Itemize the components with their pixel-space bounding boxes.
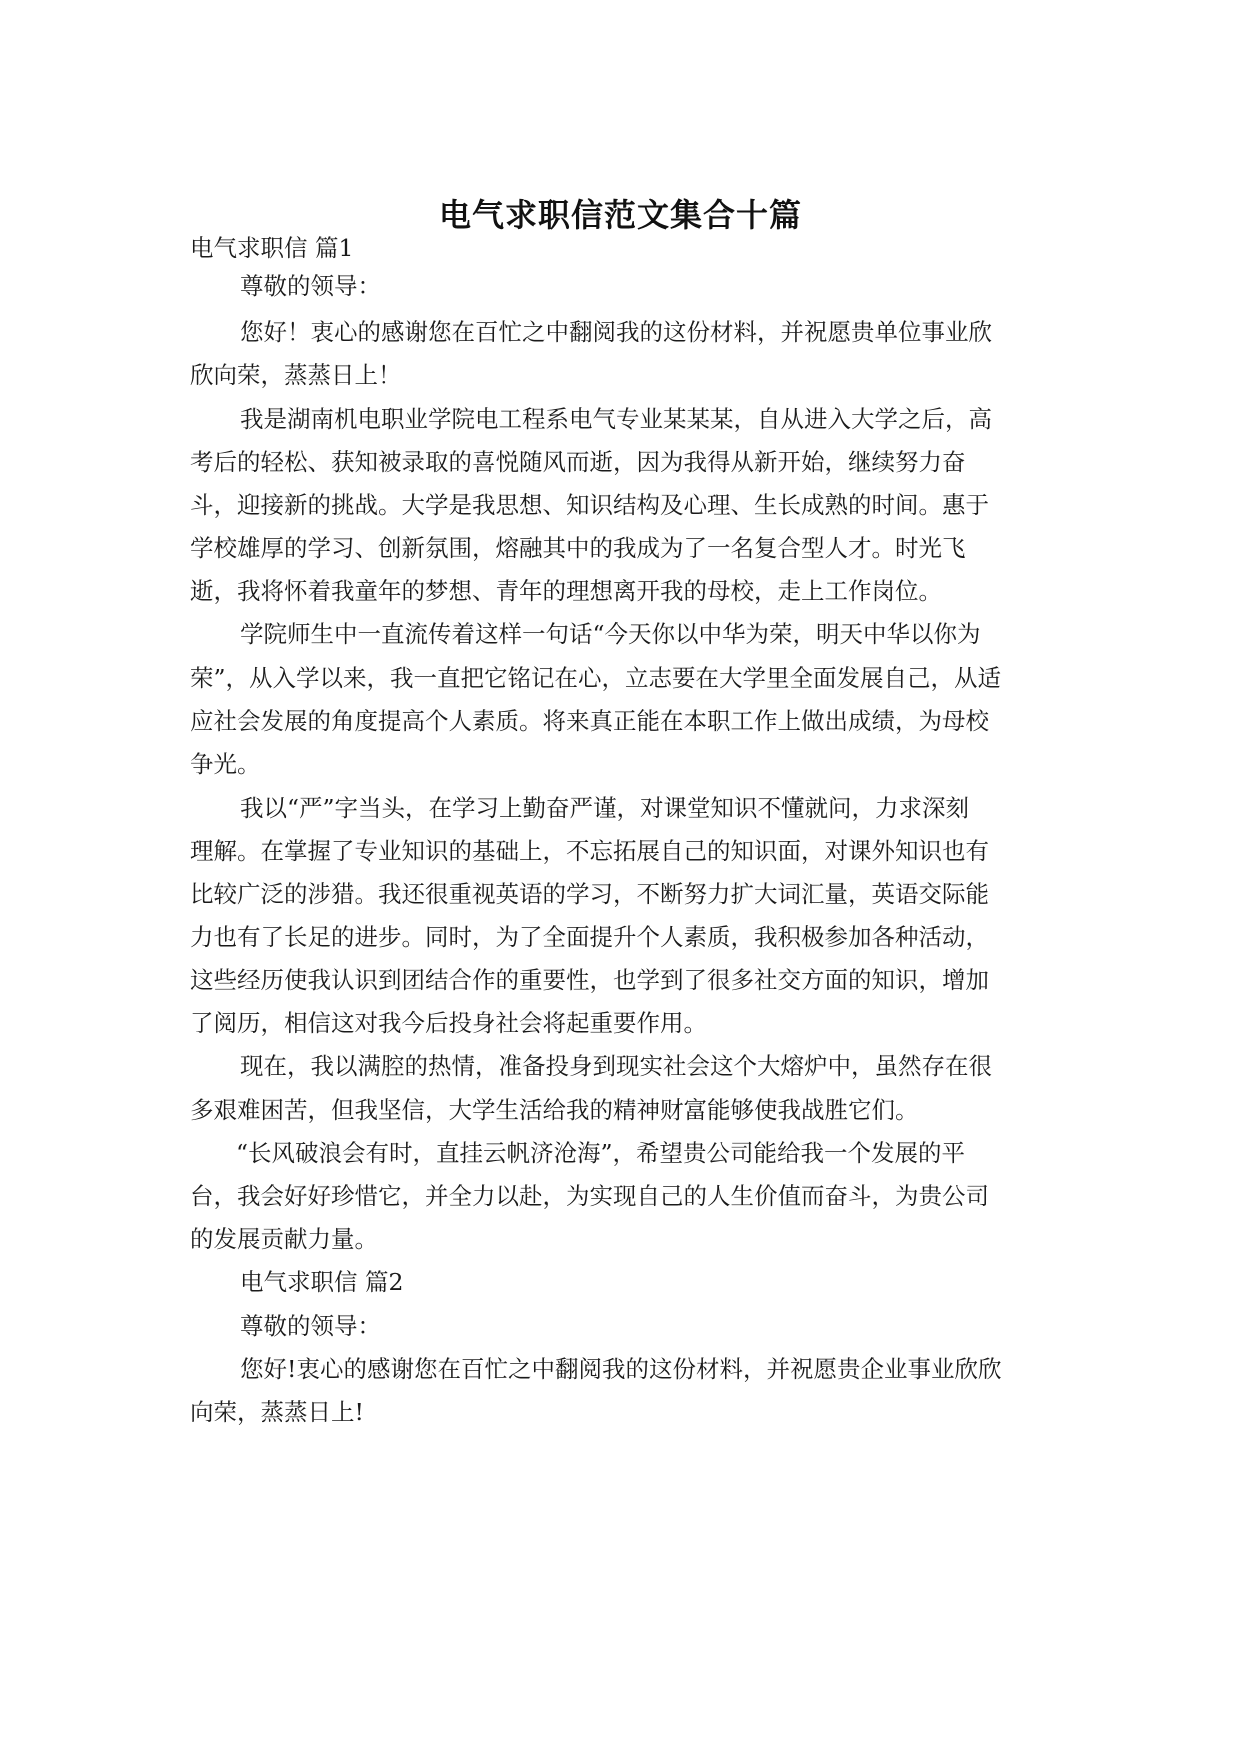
paragraph-line: 台，我会好好珍惜它，并全力以赴，为实现自己的人生价值而奋斗，为贵公司 [190, 1182, 989, 1210]
paragraph-line: “长风破浪会有时，直挂云帆济沧海”，希望贵公司能给我一个发展的平 [236, 1139, 966, 1167]
paragraph-line: 您好!衷心的感谢您在百忙之中翻阅我的这份材料，并祝愿贵企业事业欣欣 [240, 1355, 1002, 1383]
salutation-line: 尊敬的领导： [240, 1312, 381, 1340]
paragraph-line: 学校雄厚的学习、创新氛围，熔融其中的我成为了一名复合型人才。时光飞 [190, 534, 966, 562]
paragraph-line: 了阅历，相信这对我今后投身社会将起重要作用。 [190, 1009, 707, 1037]
section-heading-1: 电气求职信 篇1 [190, 234, 354, 262]
document-title: 电气求职信范文集合十篇 [438, 196, 802, 234]
paragraph-line: 争光。 [190, 750, 261, 778]
paragraph-line: 比较广泛的涉猎。我还很重视英语的学习，不断努力扩大词汇量，英语交际能 [190, 880, 989, 908]
paragraph-line: 现在，我以满腔的热情，准备投身到现实社会这个大熔炉中，虽然存在很 [240, 1052, 992, 1080]
paragraph-line: 欣向荣，蒸蒸日上！ [190, 361, 402, 389]
salutation-line: 尊敬的领导： [240, 272, 381, 300]
section-heading-2: 电气求职信 篇2 [240, 1268, 404, 1296]
paragraph-line: 向荣，蒸蒸日上! [190, 1398, 364, 1426]
paragraph-line: 我是湖南机电职业学院电工程系电气专业某某某，自从进入大学之后，高 [240, 405, 992, 433]
paragraph-line: 的发展贡献力量。 [190, 1225, 378, 1253]
paragraph-line: 学院师生中一直流传着这样一句话“今天你以中华为荣，明天中华以你为 [240, 620, 981, 648]
paragraph-line: 您好！衷心的感谢您在百忙之中翻阅我的这份材料，并祝愿贵单位事业欣 [240, 318, 992, 346]
paragraph-line: 应社会发展的角度提高个人素质。将来真正能在本职工作上做出成绩，为母校 [190, 707, 989, 735]
paragraph-line: 这些经历使我认识到团结合作的重要性，也学到了很多社交方面的知识，增加 [190, 966, 989, 994]
paragraph-line: 理解。在掌握了专业知识的基础上，不忘拓展自己的知识面，对课外知识也有 [190, 837, 989, 865]
paragraph-line: 力也有了长足的进步。同时，为了全面提升个人素质，我积极参加各种活动， [190, 923, 989, 951]
paragraph-line: 逝，我将怀着我童年的梦想、青年的理想离开我的母校，走上工作岗位。 [190, 577, 942, 605]
paragraph-line: 斗，迎接新的挑战。大学是我思想、知识结构及心理、生长成熟的时间。惠于 [190, 491, 989, 519]
paragraph-line: 我以“严”字当头，在学习上勤奋严谨，对课堂知识不懂就问，力求深刻 [240, 794, 970, 822]
paragraph-line: 考后的轻松、获知被录取的喜悦随风而逝，因为我得从新开始，继续努力奋 [190, 448, 966, 476]
paragraph-line: 荣”，从入学以来，我一直把它铭记在心，立志要在大学里全面发展自己，从适 [190, 664, 1002, 692]
paragraph-line: 多艰难困苦，但我坚信，大学生活给我的精神财富能够使我战胜它们。 [190, 1096, 919, 1124]
